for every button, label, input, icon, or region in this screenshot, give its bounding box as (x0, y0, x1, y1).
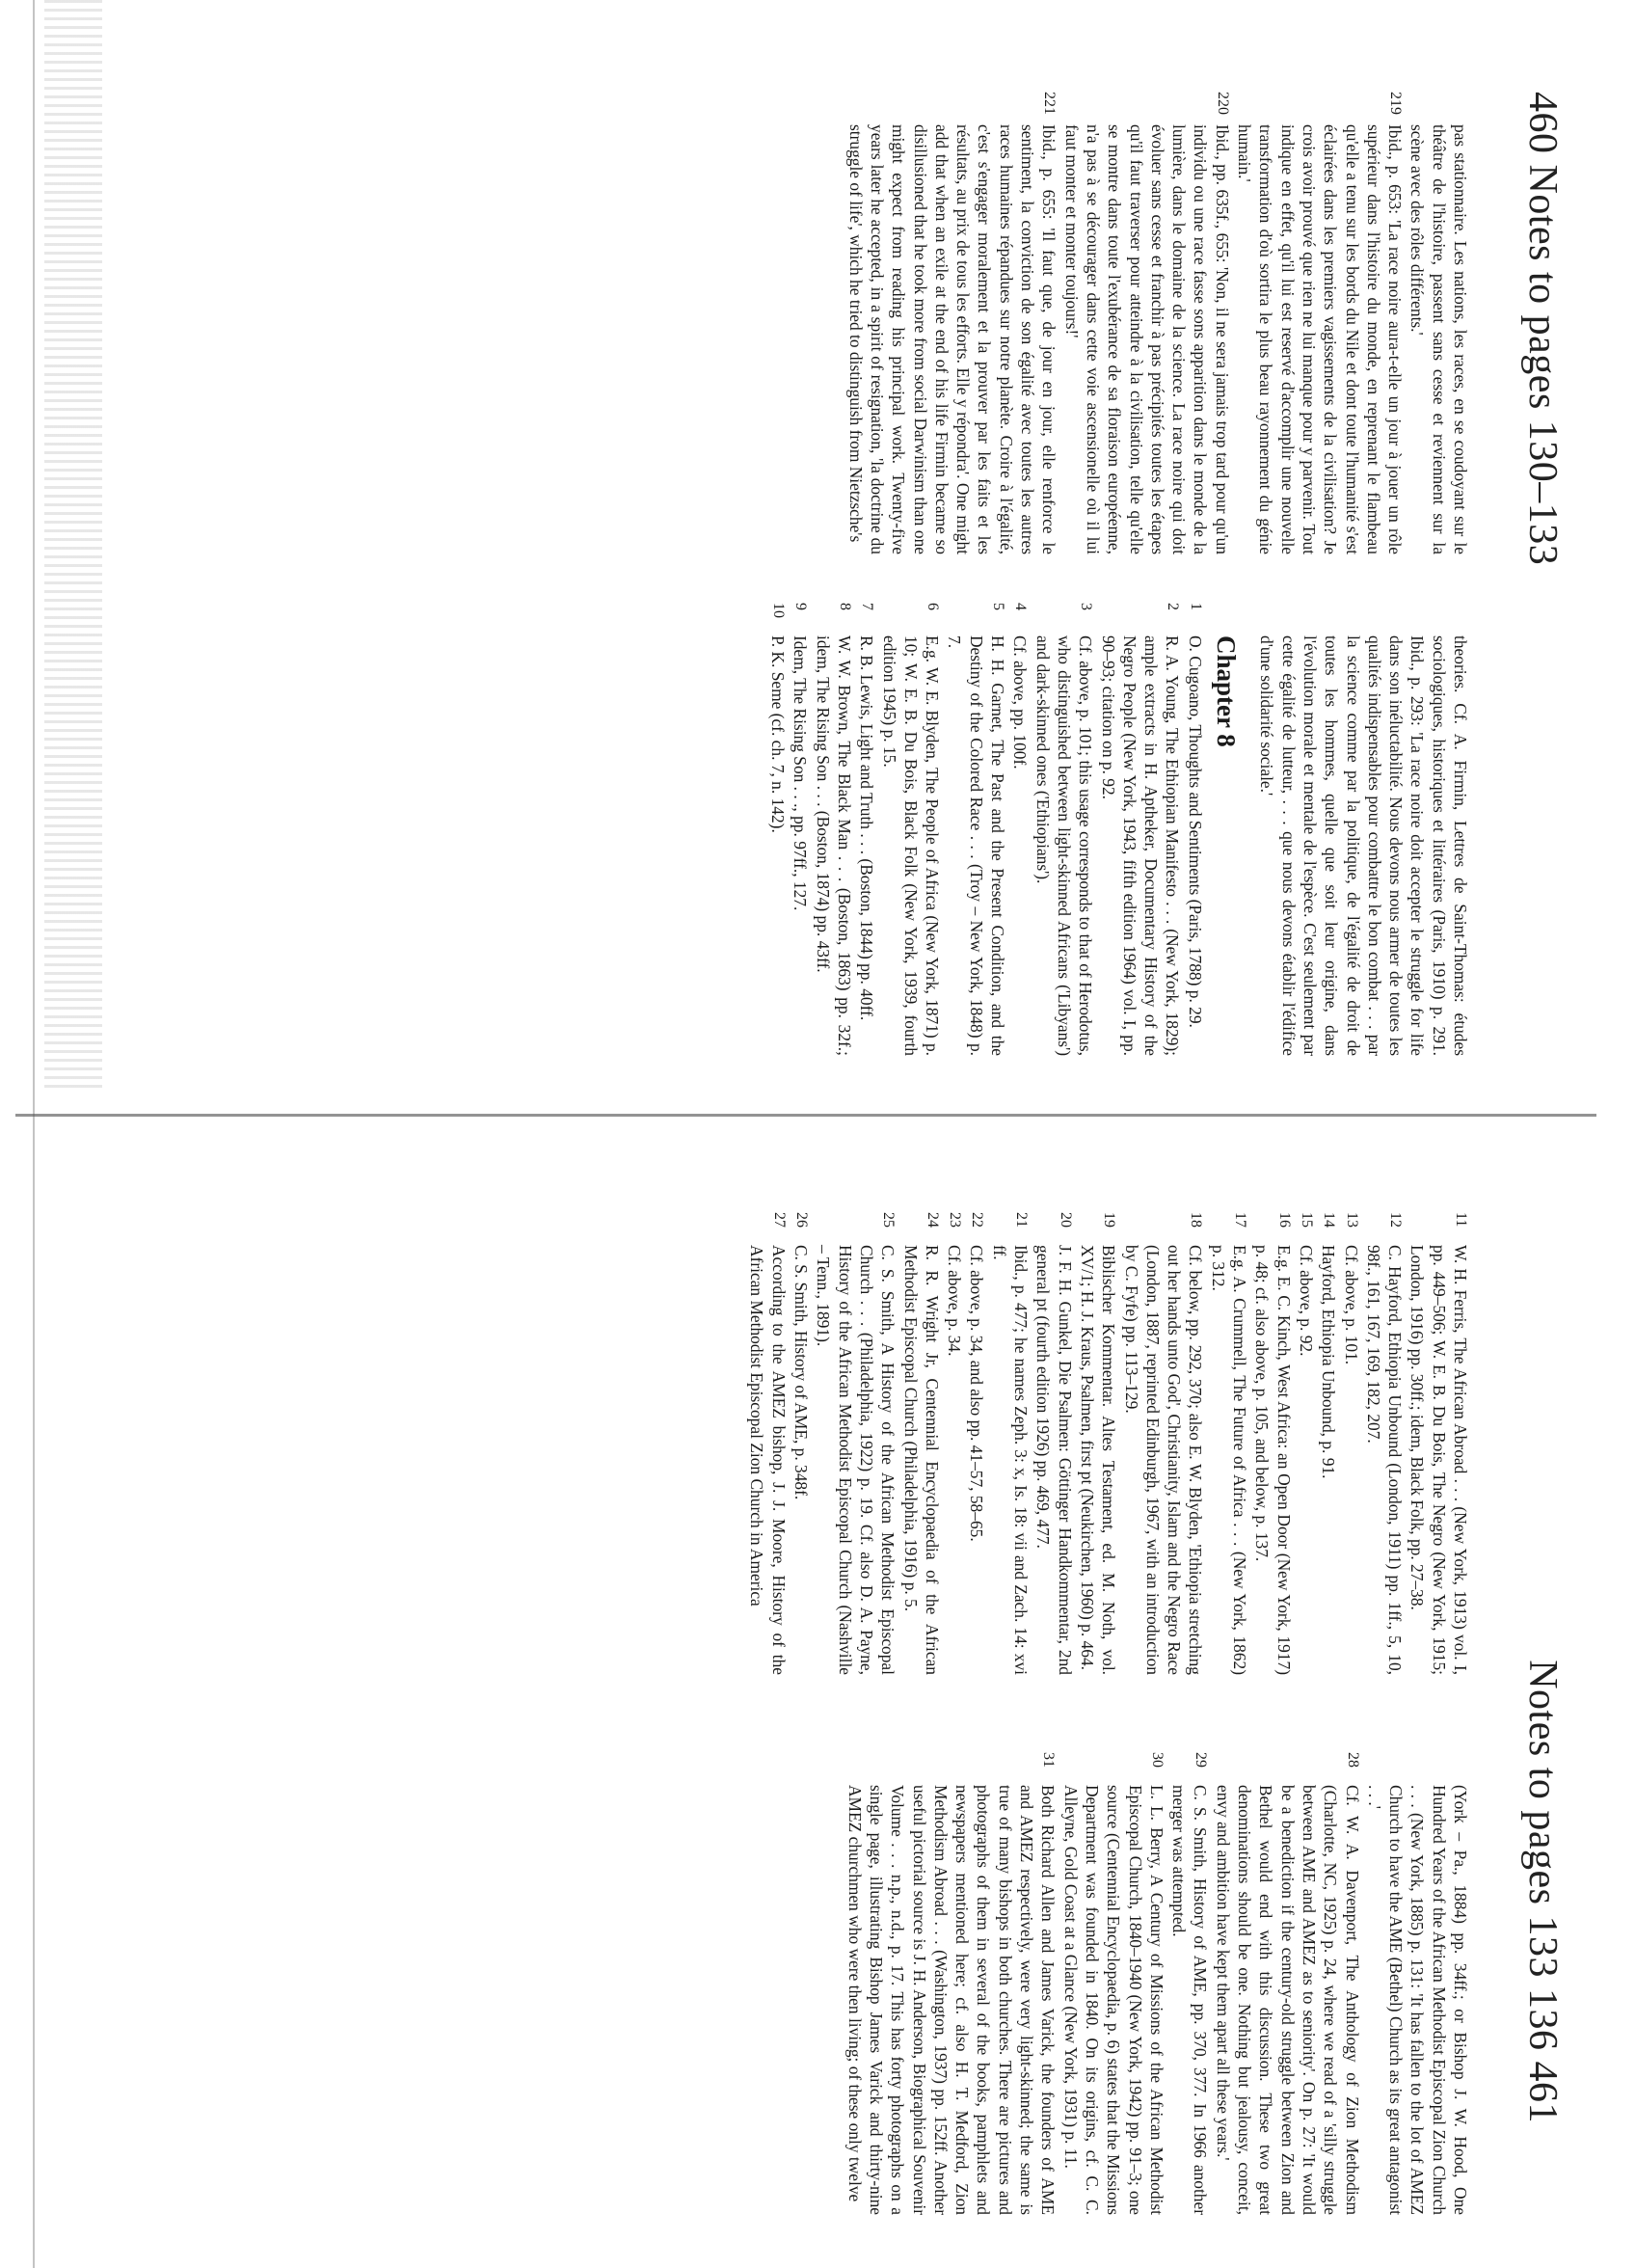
note-number: 15 (1298, 1212, 1315, 1228)
note (1318, 1212, 1339, 1675)
note-text: H. H. Garnet, The Past and the Present Condition, and the Destiny of the Colored Race . . . (Troy – New York, 1848) p. 7. (945, 635, 1008, 1056)
note-continuation (1364, 1752, 1471, 2215)
note-text: According to the AMEZ bishop, J. J. Moore, History of the African Methodist Episcopal Zion Church in America (747, 1245, 789, 1675)
note-number: 3 (1078, 603, 1095, 610)
note (844, 1752, 1059, 2215)
note-number: 13 (1343, 1212, 1360, 1228)
chapter-note (812, 603, 855, 1056)
note-text: Ibid., pp. 635f., 655: 'Non, il ne sera jamais trop tard pour qu'un individu ou une race fasse sons apparition dans le monde de la lumière, dans le domaine de la science. La race noire qui doit évoluer sans cesse et franchir à pas précipités toutes les étapes qu'il faut traverser pour atteindre à la civilisation, telle qu'elle se montre dans toute l'exubérance de sa floraison européenne, n'a pas à se décourager dans cette voie ascensionelle où il lui faut monter et monter toujours!' (1061, 124, 1232, 554)
note-number: 8 (836, 603, 853, 610)
note (1077, 1212, 1120, 1675)
note-number: 4 (1012, 603, 1030, 610)
note-text: O. Cugoano, Thoughts and Sentiments (Paris, 1788) p. 29. (1185, 635, 1205, 1028)
note-number: 28 (1344, 1752, 1361, 1768)
chapter-note (944, 603, 1008, 1056)
note (813, 1212, 898, 1675)
note-text: Hayford, Ethiopia Unbound, p. 91. (1319, 1245, 1339, 1479)
gutter-line (15, 1114, 1596, 1117)
note-number: 19 (1101, 1212, 1118, 1228)
note-text: E.g. W. E. Blyden, The People of Africa (New York, 1871) p. 10; W. E. B. Du Bois, Black Folk (New York, 1939, fourth edition 1945) p. 15. (879, 635, 943, 1056)
note-220 (1060, 92, 1232, 554)
note-number: 7 (859, 603, 876, 610)
chapter-note (1032, 603, 1096, 1056)
note-219 (1234, 92, 1406, 554)
chapter-note (1009, 603, 1031, 1056)
right-column-2 (843, 1752, 1471, 2215)
left-page (0, 0, 1635, 1080)
left-column-2 (766, 603, 1471, 1056)
note-text: Cf. above, p. 92. (1296, 1245, 1316, 1357)
note-number: 18 (1188, 1212, 1205, 1228)
note-text: Cf. above, p. 34. (945, 1245, 965, 1357)
chapter-note (767, 603, 789, 1056)
note-text: Cf. W. A. Davenport, The Anthology of Zion Methodism (Charlotte, NC, 1925) p. 24, where we read of a 'silly struggle between AME and AMEZ as to seniority'. On p. 27: 'It would be a benediction if the century-old struggle between Zion and Bethel would end with this discussion. These two great denominations should be one. Nothing but jealousy, conceit, envy and ambition have kept them apart all these years.' (1213, 1785, 1362, 2215)
note-number: 24 (924, 1212, 941, 1228)
note (899, 1212, 943, 1675)
note-text: Cf. above, p. 34, and also pp. 41–57, 58–65. (967, 1245, 987, 1542)
note-text: C. S. Smith, A History of the African Methodist Episcopal Church . . . (Philadelphia, 1922) p. 19. Cf. also D. A. Payne, History of the African Methodist Episcopal Church (Nashville – Tenn., 1891). (814, 1245, 898, 1675)
note (988, 1212, 1032, 1675)
note-text: Both Richard Allen and James Varick, the founders of AME and AMEZ respectively, were very light-skinned; the same is true of many bishops in both churches. There are pictures and photographs of them in several of the books, pamphlets and newspapers mentioned here; cf. also H. T. Medford, Zion Methodism Abroad . . . (Washington, 1937) pp. 152ff. Another useful pictorial source is J. H. Anderson, Biographical Souvenir Volume . . . n.p., n.d., p. 17. This has forty photographs on a single page, illustrating Bishop James Varick and thirty-nine AMEZ churchmen who were then living; of these only twelve (844, 1785, 1059, 2215)
note (1207, 1212, 1250, 1675)
note-number: 221 (1041, 92, 1059, 115)
note-text: C. S. Smith, History of AME, pp. 370, 377. In 1966 another merger was attempted. (1169, 1785, 1211, 2215)
right-running-head: Notes to pages 133 136 461 (1520, 1660, 1565, 2123)
note (1340, 1212, 1361, 1675)
note-number: 219 (1387, 92, 1405, 115)
right-column-1 (745, 1212, 1471, 1675)
note-text: Cf. below, pp. 292, 370; also E. W. Blyden, 'Ethiopia stretching out her hands unto God', Christianity, Islam and the Negro Race (London, 1887, reprinted Edinburgh, 1967, with an introduction by C. Fyfe) pp. 113–129. (1121, 1245, 1206, 1675)
note (1032, 1212, 1076, 1675)
note-text: Cf. above, p. 101. (1341, 1245, 1361, 1365)
note (1407, 1212, 1471, 1675)
note (1120, 1212, 1206, 1675)
note-text: Ibid., p. 477; he names Zeph. 3: x, Is. 18: vii and Zach. 14: xvi ff. (989, 1245, 1032, 1675)
note (791, 1212, 812, 1675)
note-number: 12 (1387, 1212, 1405, 1228)
note-number: 31 (1040, 1752, 1058, 1768)
note-number: 20 (1057, 1212, 1074, 1228)
note-number: 1 (1187, 603, 1204, 610)
note (944, 1212, 965, 1675)
note-number: 17 (1232, 1212, 1249, 1228)
note-221 (844, 92, 1059, 554)
chapter-note (878, 603, 943, 1056)
note (1363, 1212, 1407, 1675)
note-number: 27 (770, 1212, 788, 1228)
right-page (0, 1188, 1635, 2268)
note-text: R. B. Lewis, Light and Truth . . . (Boston, 1844) pp. 40ff. (857, 635, 877, 1021)
note (746, 1212, 790, 1675)
note-text: L. L. Berry, A Century of Missions of the African Methodist Episcopal Church, 1840–1940 (New York, 1942) pp. 91–3; one source (Centennial Encyclopaedia, p. 6) states that the Missions Department was founded in 1840. On its origins, cf. C. C. Alleyne, Gold Coast at a Glance (New York, 1931) p. 11. (1060, 1785, 1166, 2215)
note-text: C. S. Smith, History of AME, p. 348f. (791, 1245, 812, 1500)
note-text: Cf. above, pp. 100f. (1010, 635, 1031, 770)
note-number: 9 (792, 603, 810, 610)
note-text: E.g. E. C. Kinch, West Africa: an Open Door (New York, 1917) p. 48; cf. also above, p. 105, and below, p. 137. (1252, 1245, 1294, 1675)
note-number: 26 (793, 1212, 811, 1228)
note-text: J. F. H. Gunkel, Die Psalmen: Göttinger Handkommentar, 2nd general pt (fourth edition 1926) pp. 469, 477. (1033, 1245, 1075, 1675)
note-number: 16 (1275, 1212, 1293, 1228)
note-text: Ibid., p. 653: 'La race noire aura-t-elle un jour à jouer un rôle supérieur dans l'histoire du monde, en reprenant le flambeau qu'elle a tenu sur les bords du Nile et dont toute l'humanité s'est éclairées dans les premiers vagissements de la civilisation? Je crois avoir prouvé que rien ne lui manque pour y parvenir. Tout indique en effet, qu'il lui est reservé d'accomplir une nouvelle transformation d'où sortira le plus beau rayonnement du génie humain.' (1235, 124, 1406, 554)
note (966, 1212, 987, 1675)
note-text: theories. Cf. A. Firmin, Lettres de Saint-Thomas: études sociologiques, historiques et littéraires (Paris, 1910) p. 291. Ibid., p. 293: 'La race noire doit accepter le struggle for life dans son inéluctabilité. Nous devons nous armer de toutes les qualités indispensables pour combattre le bon combat . . . par la science comme par la politique, de l'égalité de droit de toutes les hommes, quelle que soit leur origine, dans l'évolution morale et mentale de l'espèce. C'est seulement par cette égalité de lutteur, . . . que nous devons établir l'édifice d'une solidarité sociale.' (1257, 635, 1470, 1056)
note-text: (York – Pa., 1884) pp. 34ff.; or Bishop J. W. Hood, One Hundred Years of the African Methodist Episcopal Zion Church . . . (New York, 1885) p. 131: 'It has fallen to the lot of AMEZ Church to have the AME (Bethel) Church as its great antagonist . . .' (1364, 1785, 1470, 2215)
note-number: 220 (1214, 92, 1231, 115)
note-number: 2 (1165, 603, 1182, 610)
note (1296, 1212, 1317, 1675)
note-text: C. Hayford, Ethiopia Unbound (London, 1911) pp. 1ff., 5, 10, 98f., 161, 167, 169, 182, 207. (1363, 1245, 1406, 1675)
note-text: Biblischer Kommentar. Altes Testament, ed. M. Noth, vol. XV/1; H. J. Kraus, Psalmen, first pt (Neukirchen, 1960) p. 464. (1077, 1245, 1119, 1675)
chapter-heading: Chapter 8 (1212, 635, 1242, 747)
note-text: W. H. Ferris, The African Abroad . . . (New York, 1913) vol. I, pp. 449–506; W. E. B. Du Bois, The Negro (New York, 1915; London, 1916) pp. 30ff.; idem, Black Folk, pp. 27–38. (1407, 1245, 1470, 1675)
note-text: R. R. Wright Jr, Centennial Encyclopaedia of the African Methodist Episcopal Church (Philadelphia, 1916) p. 5. (900, 1245, 942, 1675)
note-text: Ibid., p. 655: 'Il faut que, de jour en jour, elle renforce le sentiment, la conviction de son égalité avec toutes les autres races humaines répandues sur notre planète. Croire à l'égalité, c'est s'engager moralement et la prouver par les faits et les résultats, au prix de tous les efforts. Elle y répondra'. One might add that when an exile at the end of his life Firmin became so disillusioned that he took more from social Darwinism than one might expect from reading his principal work. Twenty-five years later he accepted, in a spirit of resignation, 'la doctrine du struggle of life', which he tried to distinguish from Nietzsche's (845, 124, 1059, 554)
note (1168, 1752, 1212, 2215)
note-number: 22 (969, 1212, 986, 1228)
note-number: 29 (1193, 1752, 1210, 1768)
chapter-note (856, 603, 877, 1056)
note-text: Idem, The Rising Son . . ., pp. 97ff., 127. (791, 635, 811, 911)
note-number: 23 (947, 1212, 964, 1228)
note-number: 14 (1321, 1212, 1338, 1228)
note-number: 11 (1453, 1212, 1469, 1228)
note-text: Cf. above, p. 101; this usage corresponds to that of Herodotus, who distinguished between light-skinned Africans ('Libyans') and dark-skinned ones ('Ethiopians'). (1032, 635, 1096, 1056)
left-column-1 (844, 92, 1471, 554)
note-number: 25 (880, 1212, 898, 1228)
chapter-note (1097, 603, 1183, 1056)
note-continuation (1256, 603, 1471, 1056)
note (1059, 1752, 1166, 2215)
note-text: E.g. A. Crummell, The Future of Africa . . . (New York, 1862) p. 312. (1208, 1245, 1250, 1675)
note-number: 5 (990, 603, 1007, 610)
note-number: 10 (770, 603, 788, 618)
note-text: pas stationnaire. Les nations, les races, en se coudoyant sur le théâtre de l'histoire, passent sans cesse et reviennent sur la scène avec des rôles différents.' (1407, 124, 1470, 554)
note-number: 21 (1013, 1212, 1031, 1228)
note (1212, 1752, 1362, 2215)
note-text: R. A. Young, The Ethiopian Manifesto . . . (New York, 1829); ample extracts in H. Aptheker, Documentary History of the Negro People (New York, 1943, fifth edition 1964) vol. I, pp. 90–93; citation on p. 92. (1098, 635, 1183, 1056)
note-text: P. K. Seme (cf. ch. 7, n. 142). (768, 635, 789, 833)
chapter-note (1184, 603, 1205, 1056)
note-number: 30 (1148, 1752, 1166, 1768)
chapter-note (790, 603, 811, 1056)
note (1251, 1212, 1295, 1675)
note-continuation (1407, 92, 1471, 554)
left-running-head: 460 Notes to pages 130–133 (1520, 92, 1565, 566)
note-number: 6 (925, 603, 942, 610)
note-text: W. W. Brown, The Black Man . . . (Boston, 1863) pp. 32f.; idem, The Rising Son . . . (Boston, 1874) pp. 43ff. (813, 635, 854, 1056)
